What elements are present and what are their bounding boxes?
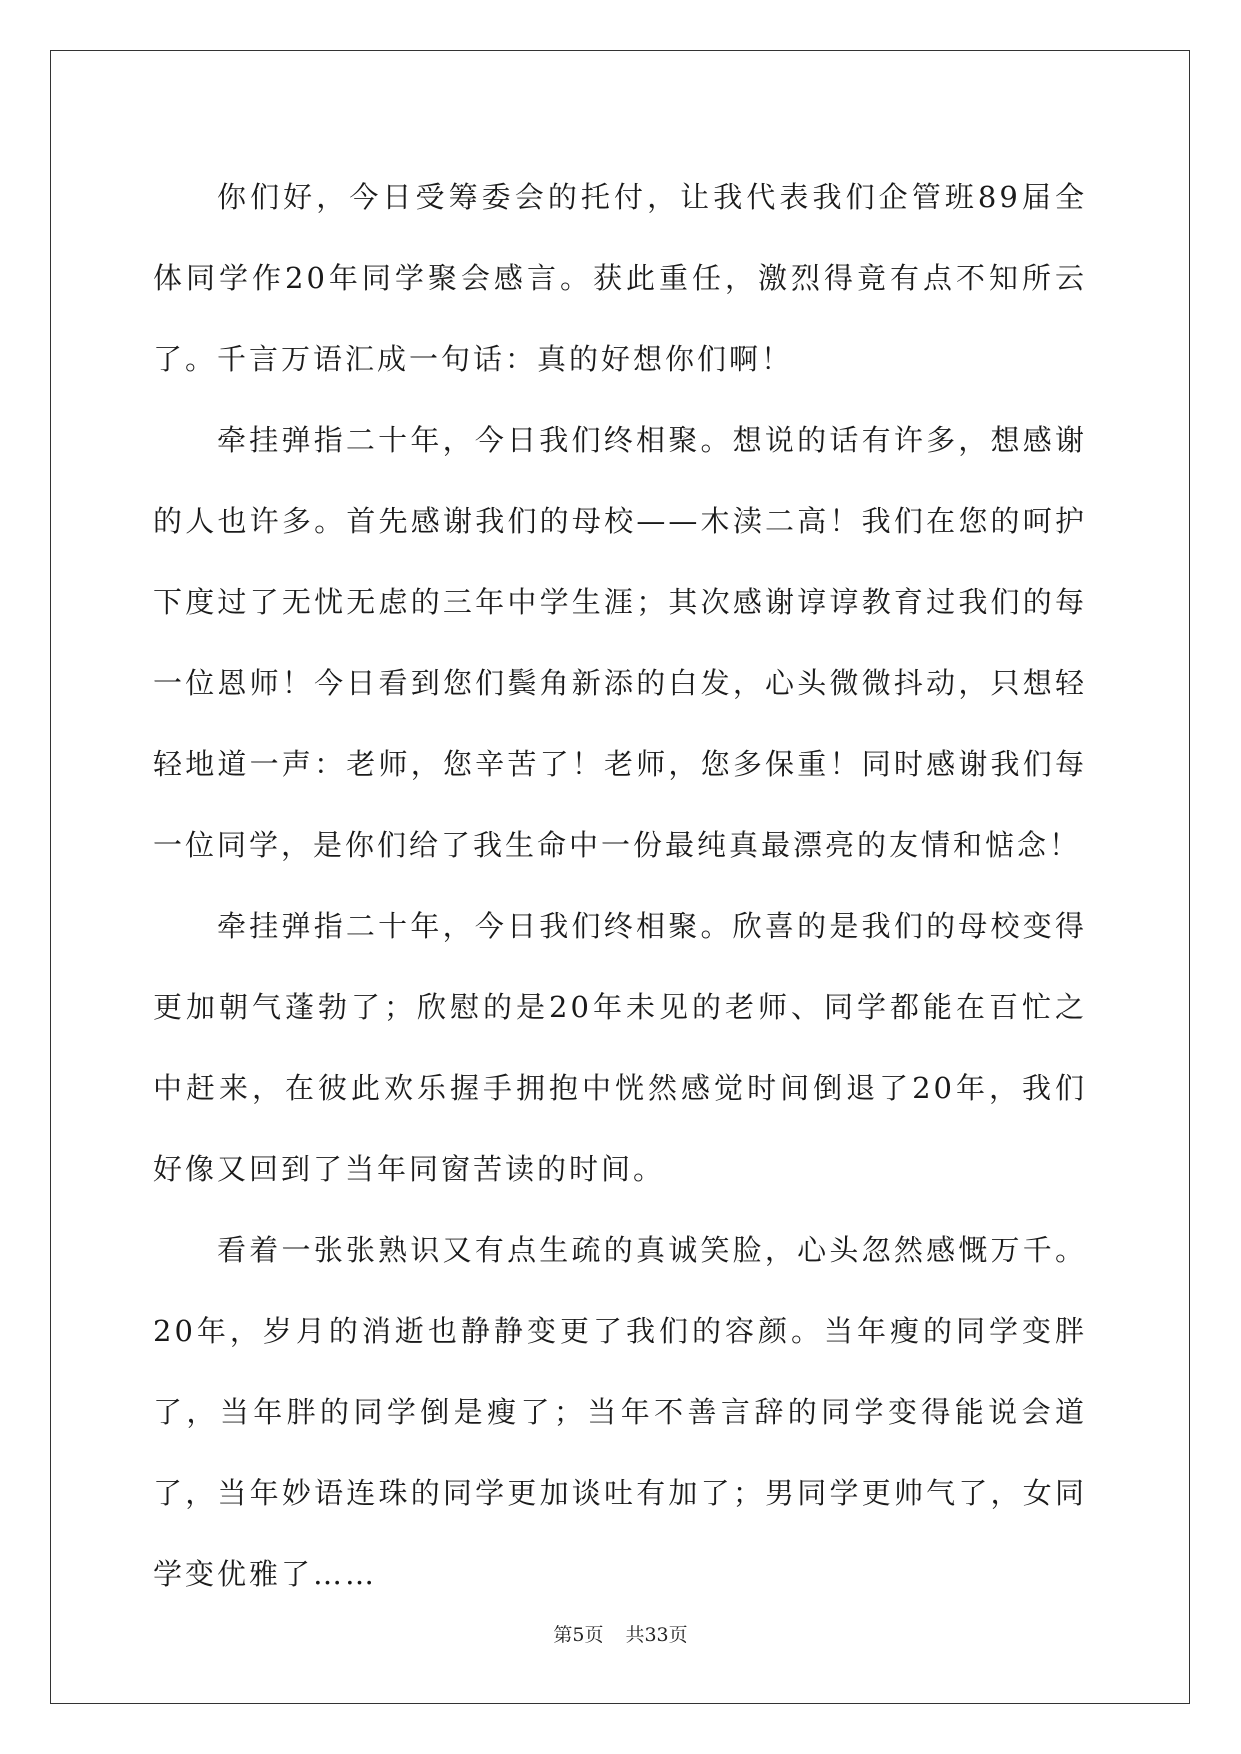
- paragraph-3: 牵挂弹指二十年，今日我们终相聚。欣喜的是我们的母校变得更加朝气蓬勃了；欣慰的是20年未见的老师、同学都能在百忙之中赶来，在彼此欢乐握手拥抱中恍然感觉时间倒退了20年，我们好像又回到了当年同窗苦读的时间。: [153, 909, 1087, 1186]
- document-body: [153, 157, 1087, 1615]
- page-number: 第5页: [553, 1624, 604, 1646]
- page-footer: [0, 1620, 1241, 1647]
- paragraph-1: 你们好，今日受筹委会的托付，让我代表我们企管班89届全体同学作20年同学聚会感言。获此重任，激烈得竟有点不知所云了。千言万语汇成一句话：真的好想你们啊！: [153, 180, 1087, 376]
- paragraph-2: 牵挂弹指二十年，今日我们终相聚。想说的话有许多，想感谢的人也许多。首先感谢我们的母校——木渎二高！我们在您的呵护下度过了无忧无虑的三年中学生涯；其次感谢谆谆教育过我们的每一位恩师！今日看到您们鬓角新添的白发，心头微微抖动，只想轻轻地道一声：老师，您辛苦了！老师，您多保重！同时感谢我们每一位同学，是你们给了我生命中一份最纯真最漂亮的友情和惦念！: [153, 423, 1087, 862]
- page-total: 共33页: [625, 1624, 688, 1646]
- paragraph-4: 看着一张张熟识又有点生疏的真诚笑脸，心头忽然感慨万千。20年，岁月的消逝也静静变更了我们的容颜。当年瘦的同学变胖了，当年胖的同学倒是瘦了；当年不善言辞的同学变得能说会道了，当年妙语连珠的同学更加谈吐有加了；男同学更帅气了，女同学变优雅了……: [153, 1233, 1087, 1591]
